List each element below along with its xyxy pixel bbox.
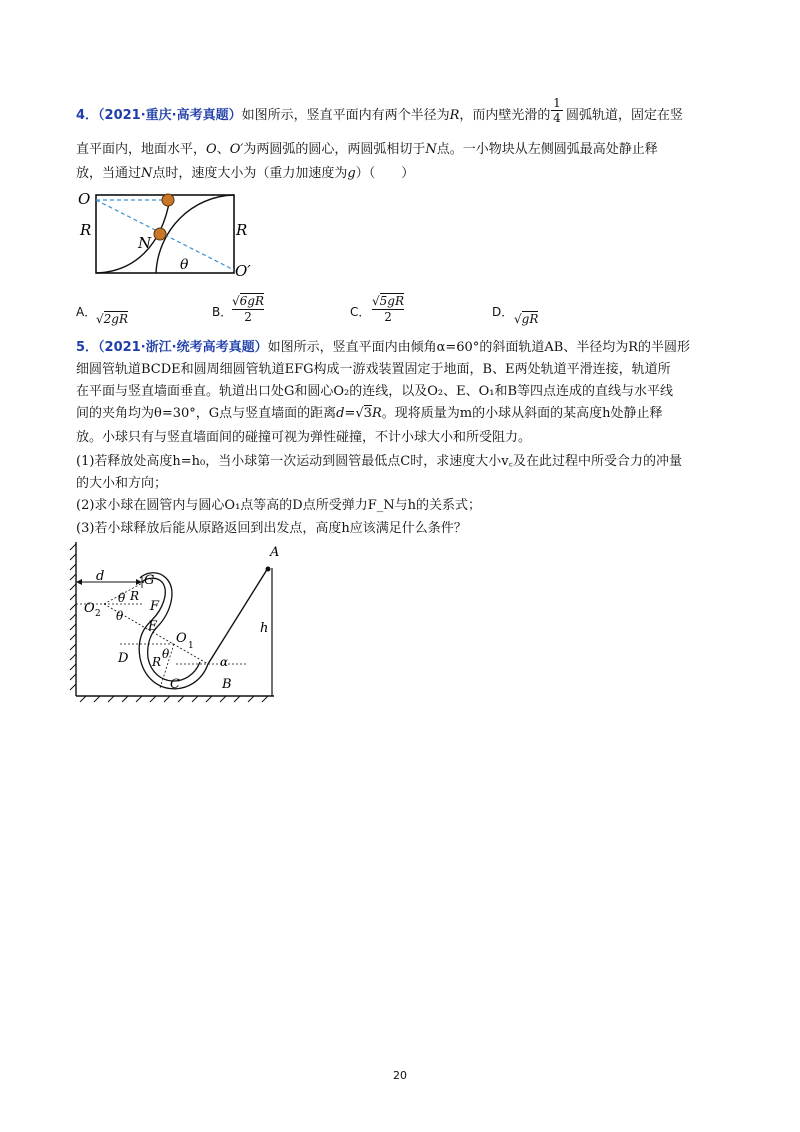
- q5-label-R-2: R: [152, 655, 162, 669]
- q4-text: 、: [216, 142, 230, 157]
- q4-line2: [76, 140, 658, 160]
- q5-source: （2021·浙江·统考高考真题）: [98, 340, 268, 355]
- q5-label-theta-1: θ: [118, 591, 126, 605]
- q4-option-d[interactable]: [492, 302, 513, 323]
- fraction-denominator: 4: [551, 110, 563, 125]
- q5-label-A: A: [270, 545, 280, 560]
- option-letter: C．: [350, 305, 371, 319]
- q5-label-F: F: [150, 599, 160, 614]
- radicand: 2gR: [103, 312, 129, 326]
- q4-label-R-right: R: [236, 221, 248, 239]
- q4-line1-end: 圆弧轨道，固定在竖: [566, 108, 684, 123]
- q5-label-h: h: [260, 621, 269, 636]
- q5-text: 间的夹角均为θ=30°，G点与竖直墙面的距离: [76, 406, 337, 421]
- q4-option-c[interactable]: [350, 302, 370, 323]
- q5-label-B: B: [222, 677, 232, 692]
- q5-point-A: [266, 567, 271, 572]
- q5-label-d: d: [96, 569, 105, 584]
- q4-option-b[interactable]: [212, 302, 232, 323]
- q4-line3: [76, 164, 414, 184]
- q5-sqrt: 3: [363, 406, 372, 421]
- q4-label-R-left: R: [80, 221, 92, 239]
- q4-var-N: N: [425, 142, 437, 157]
- q4-text: ）（ ）: [355, 166, 415, 181]
- q4-line1: [76, 106, 550, 126]
- q5-figure: [66, 538, 306, 704]
- q4-option-c-value: √5gR 2: [372, 294, 405, 324]
- q5-label-C: C: [170, 677, 180, 692]
- q5-line2: 细圆管轨道BCDE和圆周细圆管轨道EFG构成一游戏装置固定于地面，B、E两处轨道平滑连接，轨道所: [76, 362, 671, 377]
- q4-text: 为两圆弧的圆心，两圆弧相切于: [243, 142, 426, 157]
- q4-label-theta: θ: [180, 257, 189, 273]
- q5-tube-inner-lower: [148, 626, 200, 681]
- q5-line5: 放。小球只有与竖直墙面间的碰撞可视为弹性碰撞，不计小球大小和所受阻力。: [76, 430, 532, 445]
- q4-source: （2021·重庆·高考真题）: [98, 108, 242, 123]
- q4-ball-top: [162, 194, 174, 206]
- q5-part2: (2)求小球在圆管内与圆心O₁点等高的D点所受弹力F_N与h的关系式；: [76, 498, 481, 513]
- q5-label-O1: O: [176, 631, 187, 646]
- q5-line4: 间的夹角均为θ=30°，G点与竖直墙面的距离d=√3R。现将质量为m的小球从斜面的某高度h处静止释: [76, 406, 663, 421]
- q5-text: 如图所示，竖直平面内由倾角α=60°的斜面轨道AB、半径均为R的半圆形: [267, 340, 691, 355]
- q5-label-theta-3: θ: [162, 647, 170, 661]
- q5-number: 5．: [76, 340, 99, 355]
- q4-figure: [70, 186, 270, 286]
- q4-var-N: N: [141, 166, 153, 181]
- q4-option-a-value: √2gR: [96, 312, 129, 326]
- q4-label-N: N: [138, 234, 152, 252]
- q5-ground-hatch: [80, 696, 268, 702]
- q4-option-d-value: √gR: [514, 312, 539, 326]
- q5-part1-b: 的大小和方向；: [76, 476, 168, 491]
- q4-var-R: R: [449, 108, 460, 123]
- q5-line1: [76, 338, 690, 358]
- q5-var-R: R: [371, 406, 382, 421]
- q4-text: 直平面内，地面水平，: [76, 142, 207, 157]
- q4-var-g: g: [347, 166, 356, 181]
- option-letter: B．: [212, 305, 233, 319]
- q5-label-alpha: α: [220, 655, 229, 669]
- q4-fraction: [551, 96, 563, 125]
- q5-part3: (3)若小球释放后能从原路返回到出发点，高度h应该满足什么条件？: [76, 521, 467, 536]
- option-letter: D．: [492, 305, 514, 319]
- q4-label-O-prime: O′: [235, 262, 251, 280]
- radicand: 5gR: [379, 294, 405, 308]
- option-letter: A．: [76, 305, 97, 319]
- q5-label-R-1: R: [130, 589, 140, 603]
- q4-text: 点。一小物块从左侧圆弧最高处静止释: [436, 142, 658, 157]
- page-number: 20: [393, 1069, 407, 1082]
- q4-text: 放，当通过: [76, 166, 142, 181]
- q4-label-O: O: [78, 190, 91, 208]
- q4-option-b-value: √6gR 2: [232, 294, 265, 324]
- q5-label-G: G: [144, 573, 155, 588]
- q5-var-d: d=: [336, 406, 356, 421]
- q4-text: 如图所示，竖直平面内有两个半径为: [241, 108, 450, 123]
- q5-label-O1-sub: 1: [188, 641, 194, 651]
- q5-text: 。现将质量为m的小球从斜面的某高度h处静止释: [381, 406, 663, 421]
- q4-number: 4．: [76, 108, 99, 123]
- q5-label-E: E: [148, 619, 158, 634]
- q4-var-O-prime: O′: [229, 142, 244, 157]
- q5-label-O2: O: [84, 601, 95, 616]
- q5-incline-AB: [208, 568, 268, 664]
- q4-ball-N: [154, 228, 166, 240]
- denominator: 2: [372, 309, 404, 325]
- q5-line3: 在平面与竖直墙面垂直。轨道出口处G和圆心O₂的连线，以及O₂、E、O₁和B等四点连成的直线与水平线: [76, 384, 674, 399]
- q4-option-a[interactable]: [76, 302, 96, 323]
- q4-text: 点时，速度大小为（重力加速度为: [152, 166, 348, 181]
- denominator: 2: [232, 309, 264, 325]
- q5-label-D: D: [118, 651, 129, 666]
- fraction-numerator: 1: [553, 96, 561, 110]
- q5-wall-hatch: [70, 544, 76, 690]
- q4-var-O: O: [206, 142, 217, 157]
- q4-text: ，而内壁光滑的: [459, 108, 551, 123]
- q5-label-O2-sub: 2: [95, 609, 101, 619]
- q5-label-theta-2: θ: [116, 609, 124, 623]
- radicand: 6gR: [239, 294, 265, 308]
- q5-part1-a: (1)若释放处高度h=h₀，当小球第一次运动到圆管最低点C时，求速度大小v꜀及在此过程中所受合力的冲量: [76, 454, 683, 469]
- radicand: gR: [521, 312, 539, 326]
